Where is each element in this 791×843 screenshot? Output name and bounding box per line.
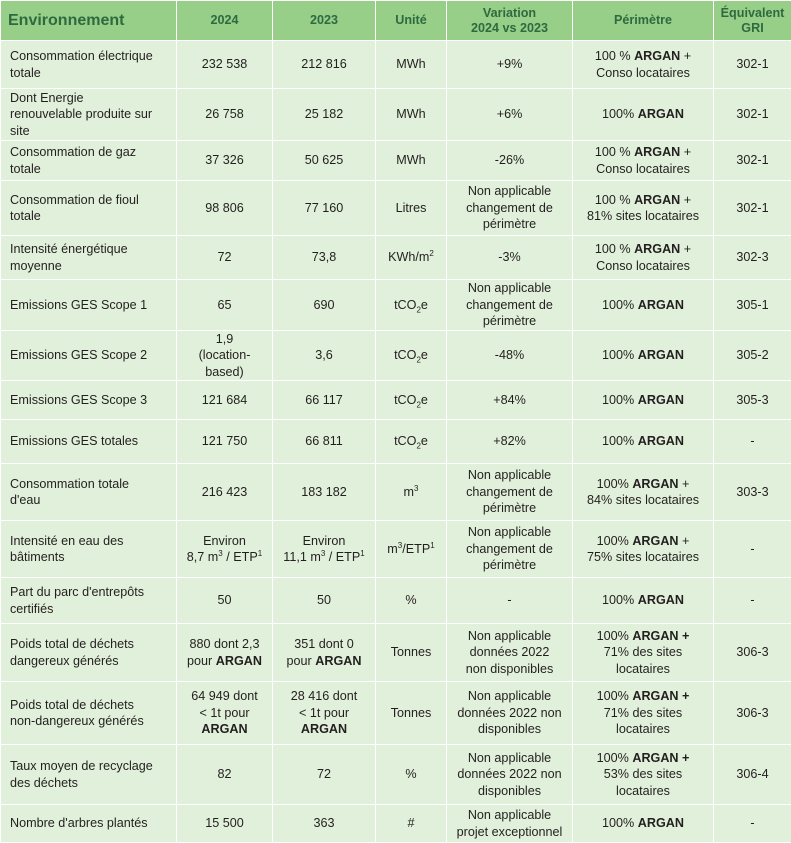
- unit-text: tCO: [394, 393, 416, 407]
- row-label: Nombre d'arbres plantés: [1, 805, 177, 843]
- perimeter-cell: [573, 682, 714, 745]
- unit-text: /ETP: [402, 542, 430, 556]
- gri-cell: 306-3: [714, 682, 791, 745]
- perimeter-argan: ARGAN +: [632, 629, 689, 643]
- perimeter-argan: ARGAN: [638, 348, 684, 362]
- table-row: [1, 381, 791, 420]
- row-label: Taux moyen de recyclage des déchets: [1, 745, 177, 805]
- perimeter-argan: ARGAN: [638, 593, 684, 607]
- value-text: / ETP: [223, 550, 258, 564]
- gri-cell: 302-3: [714, 236, 791, 280]
- perimeter-text: 100%: [602, 393, 638, 407]
- perimeter-text: 100%: [597, 751, 633, 765]
- value-superscript: 3: [218, 549, 222, 558]
- unit-subscript: 2: [416, 442, 420, 451]
- variation-cell: Non applicable changement de périmètre: [447, 181, 573, 236]
- perimeter-text: 100%: [597, 477, 633, 491]
- value-text: / ETP: [325, 550, 360, 564]
- gri-cell: 305-3: [714, 381, 791, 420]
- unit-subscript: 2: [416, 400, 420, 409]
- perimeter-argan: ARGAN: [638, 107, 684, 121]
- unit-text: tCO: [394, 434, 416, 448]
- value-2024: 72: [177, 236, 273, 280]
- value-2024: 50: [177, 578, 273, 624]
- gri-cell: 305-1: [714, 280, 791, 331]
- gri-cell: -: [714, 578, 791, 624]
- perimeter-text: 100%: [602, 107, 638, 121]
- table-row: [1, 181, 791, 236]
- value-2023: 690: [273, 280, 376, 331]
- unit-text: m: [404, 485, 415, 499]
- unit-text: KWh/m: [388, 250, 429, 264]
- perimeter-argan: ARGAN: [638, 298, 684, 312]
- table-row: [1, 280, 791, 331]
- perimeter-argan: ARGAN +: [632, 751, 689, 765]
- unit-cell: [376, 420, 447, 464]
- table-row: [1, 141, 791, 181]
- table-row: [1, 89, 791, 141]
- row-label: Part du parc d'entrepôts certifiés: [1, 578, 177, 624]
- value-2023: 212 816: [273, 41, 376, 89]
- value-2023: 50: [273, 578, 376, 624]
- unit-cell: Tonnes: [376, 682, 447, 745]
- perimeter-text: 100 %: [595, 242, 634, 256]
- unit-cell: [376, 521, 447, 578]
- perimeter-text: 71% des sites locataires: [604, 706, 682, 737]
- gri-cell: -: [714, 521, 791, 578]
- unit-cell: [376, 330, 447, 381]
- header-2024: 2024: [177, 1, 273, 41]
- perimeter-text: 100 %: [595, 49, 634, 63]
- value-2024: 82: [177, 745, 273, 805]
- perimeter-cell: [573, 236, 714, 280]
- row-label: Dont Energie renouvelable produite sur site: [1, 89, 177, 141]
- gri-cell: 302-1: [714, 181, 791, 236]
- table-header-row: [1, 1, 791, 41]
- value-text: 28 416 dont < 1t pour: [291, 689, 358, 720]
- perimeter-argan: ARGAN: [638, 816, 684, 830]
- unit-subscript: 2: [416, 305, 420, 314]
- row-label: Intensité en eau des bâtiments: [1, 521, 177, 578]
- gri-cell: -: [714, 420, 791, 464]
- value-superscript: 3: [321, 549, 325, 558]
- unit-text: e: [421, 298, 428, 312]
- footnote-marker: 1: [258, 549, 262, 558]
- unit-cell: MWh: [376, 141, 447, 181]
- value-2023: 73,8: [273, 236, 376, 280]
- unit-cell: [376, 381, 447, 420]
- gri-cell: 303-3: [714, 464, 791, 521]
- row-label: Poids total de déchets dangereux générés: [1, 624, 177, 682]
- perimeter-cell: [573, 745, 714, 805]
- value-2024: 216 423: [177, 464, 273, 521]
- perimeter-argan: ARGAN +: [632, 689, 689, 703]
- table-row: [1, 330, 791, 381]
- header-variation: Variation 2024 vs 2023: [447, 1, 573, 41]
- table-row: [1, 464, 791, 521]
- value-2023: 77 160: [273, 181, 376, 236]
- perimeter-cell: [573, 578, 714, 624]
- row-label: Emissions GES Scope 3: [1, 381, 177, 420]
- unit-cell: [376, 236, 447, 280]
- value-argan: ARGAN: [315, 654, 361, 668]
- perimeter-cell: [573, 330, 714, 381]
- perimeter-cell: [573, 89, 714, 141]
- variation-cell: Non applicable changement de périmètre: [447, 521, 573, 578]
- value-2023: 363: [273, 805, 376, 843]
- variation-cell: Non applicable changement de périmètre: [447, 280, 573, 331]
- perimeter-cell: [573, 420, 714, 464]
- value-2024: [177, 682, 273, 745]
- table-row: [1, 578, 791, 624]
- gri-cell: 302-1: [714, 41, 791, 89]
- header-unit: Unité: [376, 1, 447, 41]
- value-2023: 72: [273, 745, 376, 805]
- perimeter-text: + Conso locataires: [596, 242, 691, 273]
- unit-cell: MWh: [376, 89, 447, 141]
- variation-cell: +6%: [447, 89, 573, 141]
- value-text: 880 dont 2,3 pour: [187, 637, 259, 668]
- value-2023: 25 182: [273, 89, 376, 141]
- unit-cell: Litres: [376, 181, 447, 236]
- value-2024: 26 758: [177, 89, 273, 141]
- row-label: Consommation de gaz totale: [1, 141, 177, 181]
- unit-cell: [376, 280, 447, 331]
- value-2023: 50 625: [273, 141, 376, 181]
- gri-cell: -: [714, 805, 791, 843]
- unit-cell: %: [376, 745, 447, 805]
- perimeter-text: 53% des sites locataires: [604, 767, 682, 798]
- perimeter-cell: [573, 381, 714, 420]
- value-2024: 1,9 (location- based): [177, 330, 273, 381]
- value-2023: [273, 682, 376, 745]
- unit-cell: Tonnes: [376, 624, 447, 682]
- perimeter-text: + Conso locataires: [596, 145, 691, 176]
- unit-cell: MWh: [376, 41, 447, 89]
- gri-cell: 306-3: [714, 624, 791, 682]
- value-2024: 232 538: [177, 41, 273, 89]
- perimeter-cell: [573, 464, 714, 521]
- header-environment: Environnement: [1, 1, 177, 41]
- perimeter-text: 100%: [602, 816, 638, 830]
- variation-cell: +82%: [447, 420, 573, 464]
- perimeter-text: + Conso locataires: [596, 49, 691, 80]
- variation-cell: Non applicable données 2022 non disponibles: [447, 682, 573, 745]
- variation-cell: +84%: [447, 381, 573, 420]
- table-row: [1, 420, 791, 464]
- perimeter-text: + 84% sites locataires: [587, 477, 699, 508]
- footnote-marker: 1: [430, 541, 434, 550]
- perimeter-text: 100%: [602, 434, 638, 448]
- value-text: 64 949 dont < 1t pour: [191, 689, 258, 720]
- value-2024: 121 750: [177, 420, 273, 464]
- perimeter-text: 71% des sites locataires: [604, 645, 682, 676]
- unit-superscript: 3: [414, 484, 418, 493]
- variation-cell: Non applicable changement de périmètre: [447, 464, 573, 521]
- row-label: Intensité énergétique moyenne: [1, 236, 177, 280]
- perimeter-cell: [573, 181, 714, 236]
- unit-text: tCO: [394, 348, 416, 362]
- header-gri: Équivalent GRI: [714, 1, 791, 41]
- value-text: Environ: [203, 534, 246, 548]
- row-label: Emissions GES Scope 2: [1, 330, 177, 381]
- table-row: [1, 236, 791, 280]
- variation-cell: Non applicable données 2022 non disponibles: [447, 745, 573, 805]
- variation-cell: -48%: [447, 330, 573, 381]
- header-2023: 2023: [273, 1, 376, 41]
- variation-cell: +9%: [447, 41, 573, 89]
- value-2024: 98 806: [177, 181, 273, 236]
- perimeter-argan: ARGAN: [638, 393, 684, 407]
- row-label: Emissions GES Scope 1: [1, 280, 177, 331]
- unit-cell: #: [376, 805, 447, 843]
- value-argan: ARGAN: [216, 654, 262, 668]
- value-2023: 183 182: [273, 464, 376, 521]
- perimeter-argan: ARGAN: [634, 193, 680, 207]
- unit-text: e: [421, 348, 428, 362]
- value-2023: 3,6: [273, 330, 376, 381]
- value-2024: 121 684: [177, 381, 273, 420]
- row-label: Consommation totale d'eau: [1, 464, 177, 521]
- value-2024: 15 500: [177, 805, 273, 843]
- row-label: Consommation électrique totale: [1, 41, 177, 89]
- table-row: [1, 682, 791, 745]
- gri-cell: 302-1: [714, 141, 791, 181]
- perimeter-argan: ARGAN: [632, 477, 678, 491]
- unit-text: e: [421, 434, 428, 448]
- value-2024: [177, 521, 273, 578]
- perimeter-cell: [573, 141, 714, 181]
- value-argan: ARGAN: [201, 722, 247, 736]
- perimeter-text: 100 %: [595, 193, 634, 207]
- row-label: Emissions GES totales: [1, 420, 177, 464]
- variation-cell: -: [447, 578, 573, 624]
- value-2023: [273, 521, 376, 578]
- perimeter-argan: ARGAN: [634, 242, 680, 256]
- value-argan: ARGAN: [301, 722, 347, 736]
- header-perimeter: Périmètre: [573, 1, 714, 41]
- gri-cell: 305-2: [714, 330, 791, 381]
- perimeter-argan: ARGAN: [632, 534, 678, 548]
- variation-cell: -26%: [447, 141, 573, 181]
- perimeter-text: 100%: [602, 593, 638, 607]
- table-row: [1, 41, 791, 89]
- unit-cell: [376, 464, 447, 521]
- value-2024: 65: [177, 280, 273, 331]
- table-row: [1, 745, 791, 805]
- perimeter-text: + 75% sites locataires: [587, 534, 699, 565]
- value-text: 351 dont 0 pour: [287, 637, 354, 668]
- table-row: [1, 521, 791, 578]
- perimeter-text: 100%: [597, 629, 633, 643]
- value-2023: 66 811: [273, 420, 376, 464]
- unit-subscript: 2: [416, 356, 420, 365]
- value-2023: 66 117: [273, 381, 376, 420]
- unit-text: tCO: [394, 298, 416, 312]
- perimeter-text: 100%: [597, 689, 633, 703]
- perimeter-text: + 81% sites locataires: [587, 193, 699, 224]
- unit-superscript: 3: [398, 541, 402, 550]
- unit-text: m: [387, 542, 398, 556]
- value-2024: [177, 624, 273, 682]
- perimeter-cell: [573, 41, 714, 89]
- perimeter-argan: ARGAN: [634, 49, 680, 63]
- value-2023: [273, 624, 376, 682]
- unit-cell: %: [376, 578, 447, 624]
- row-label: Consommation de fioul totale: [1, 181, 177, 236]
- gri-cell: 306-4: [714, 745, 791, 805]
- value-2024: 37 326: [177, 141, 273, 181]
- table-row: [1, 624, 791, 682]
- perimeter-cell: [573, 280, 714, 331]
- perimeter-text: 100 %: [595, 145, 634, 159]
- value-text: Environ: [303, 534, 346, 548]
- perimeter-argan: ARGAN: [634, 145, 680, 159]
- perimeter-argan: ARGAN: [638, 434, 684, 448]
- value-text: 8,7 m: [187, 550, 219, 564]
- perimeter-cell: [573, 521, 714, 578]
- unit-text: e: [421, 393, 428, 407]
- perimeter-text: 100%: [602, 348, 638, 362]
- variation-cell: Non applicable projet exceptionnel: [447, 805, 573, 843]
- variation-cell: Non applicable données 2022 non disponibles: [447, 624, 573, 682]
- perimeter-cell: [573, 624, 714, 682]
- variation-cell: -3%: [447, 236, 573, 280]
- perimeter-text: 100%: [602, 298, 638, 312]
- footnote-marker: 1: [360, 549, 364, 558]
- unit-superscript: 2: [429, 249, 433, 258]
- value-text: 11,1 m: [283, 550, 321, 564]
- row-label: Poids total de déchets non-dangereux générés: [1, 682, 177, 745]
- perimeter-text: 100%: [597, 534, 633, 548]
- gri-cell: 302-1: [714, 89, 791, 141]
